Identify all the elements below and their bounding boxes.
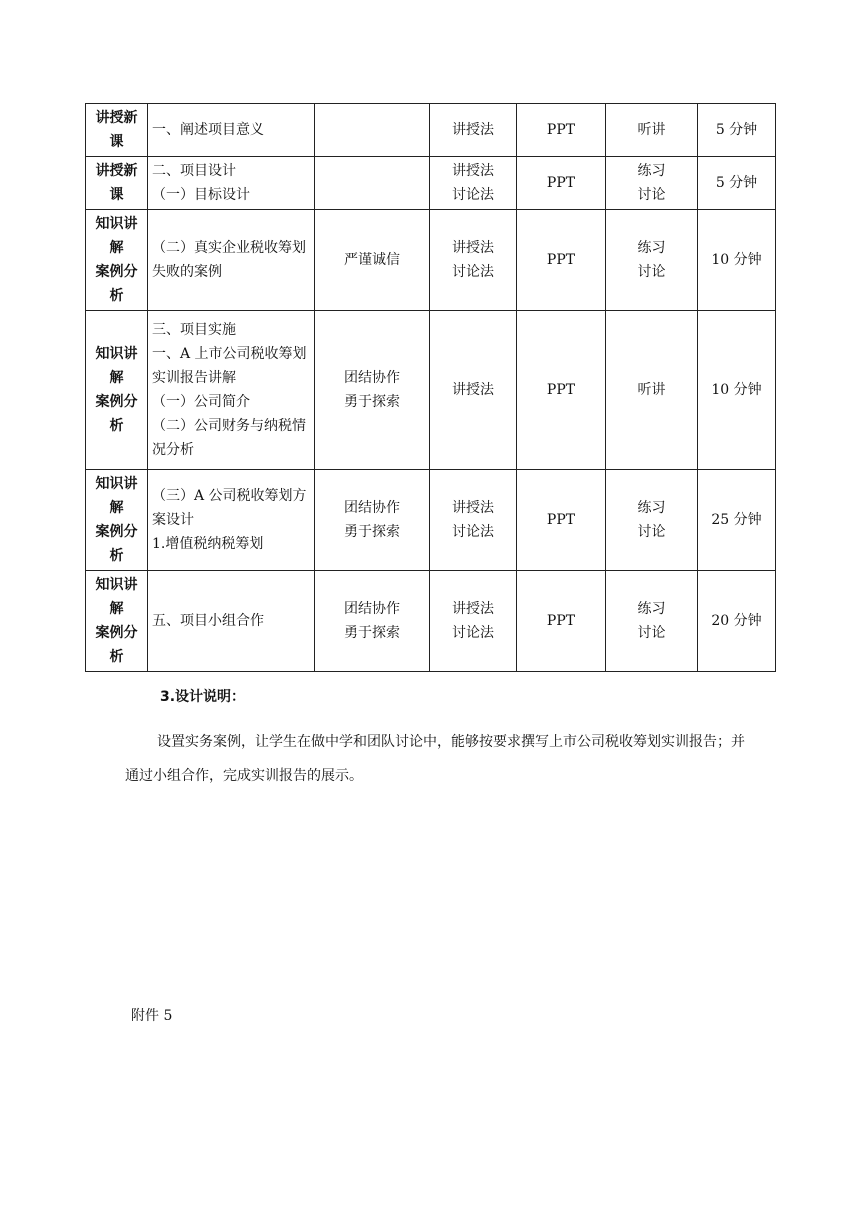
method-cell: 讲授法 讨论法 — [430, 470, 517, 571]
content-cell: 二、项目设计 （一）目标设计 — [148, 157, 315, 210]
stage-cell: 知识讲 解 案例分 析 — [86, 571, 148, 672]
content-cell: （二）真实企业税收筹划失败的案例 — [148, 210, 315, 311]
activity-cell: 听讲 — [606, 311, 698, 470]
time-cell: 20 分钟 — [698, 571, 776, 672]
time-cell: 5 分钟 — [698, 157, 776, 210]
stage-cell: 知识讲 解 案例分 析 — [86, 470, 148, 571]
stage-cell: 讲授新 课 — [86, 104, 148, 157]
activity-cell: 练习 讨论 — [606, 210, 698, 311]
table-row — [86, 571, 776, 672]
method-cell: 讲授法 — [430, 311, 517, 470]
time-cell: 10 分钟 — [698, 311, 776, 470]
stage-cell: 知识讲 解 案例分 析 — [86, 311, 148, 470]
activity-cell: 练习 讨论 — [606, 571, 698, 672]
ideology-cell: 严谨诚信 — [315, 210, 430, 311]
activity-cell: 练习 讨论 — [606, 157, 698, 210]
method-cell: 讲授法 — [430, 104, 517, 157]
method-cell: 讲授法 讨论法 — [430, 571, 517, 672]
table-row — [86, 470, 776, 571]
media-cell: PPT — [517, 571, 606, 672]
table-row — [86, 104, 776, 157]
media-cell: PPT — [517, 311, 606, 470]
ideology-cell: 团结协作 勇于探索 — [315, 311, 430, 470]
media-cell: PPT — [517, 210, 606, 311]
ideology-cell: 团结协作 勇于探索 — [315, 571, 430, 672]
stage-cell: 知识讲 解 案例分 析 — [86, 210, 148, 311]
ideology-cell — [315, 157, 430, 210]
content-cell: 三、项目实施 一、A 上市公司税收筹划实训报告讲解 （一）公司简介 （二）公司财务与纳税情况分析 — [148, 311, 315, 470]
activity-cell: 听讲 — [606, 104, 698, 157]
design-note-body: 设置实务案例，让学生在做中学和团队讨论中，能够按要求撰写上市公司税收筹划实训报告；并通过小组合作，完成实训报告的展示。 — [125, 734, 745, 784]
content-cell: 五、项目小组合作 — [148, 571, 315, 672]
lesson-plan-table — [85, 103, 776, 672]
method-cell: 讲授法 讨论法 — [430, 210, 517, 311]
time-cell: 25 分钟 — [698, 470, 776, 571]
table-row — [86, 157, 776, 210]
media-cell: PPT — [517, 104, 606, 157]
content-cell: 一、阐述项目意义 — [148, 104, 315, 157]
activity-cell: 练习 讨论 — [606, 470, 698, 571]
table-row — [86, 210, 776, 311]
content-cell: （三）A 公司税收筹划方案设计 1.增值税纳税筹划 — [148, 470, 315, 571]
stage-cell: 讲授新 课 — [86, 157, 148, 210]
method-cell: 讲授法 讨论法 — [430, 157, 517, 210]
design-note-heading: 3.设计说明： — [160, 689, 246, 705]
media-cell: PPT — [517, 157, 606, 210]
ideology-cell: 团结协作 勇于探索 — [315, 470, 430, 571]
table-row — [86, 311, 776, 470]
media-cell: PPT — [517, 470, 606, 571]
ideology-cell — [315, 104, 430, 157]
time-cell: 5 分钟 — [698, 104, 776, 157]
time-cell: 10 分钟 — [698, 210, 776, 311]
attachment-label: 附件 5 — [131, 1008, 173, 1024]
